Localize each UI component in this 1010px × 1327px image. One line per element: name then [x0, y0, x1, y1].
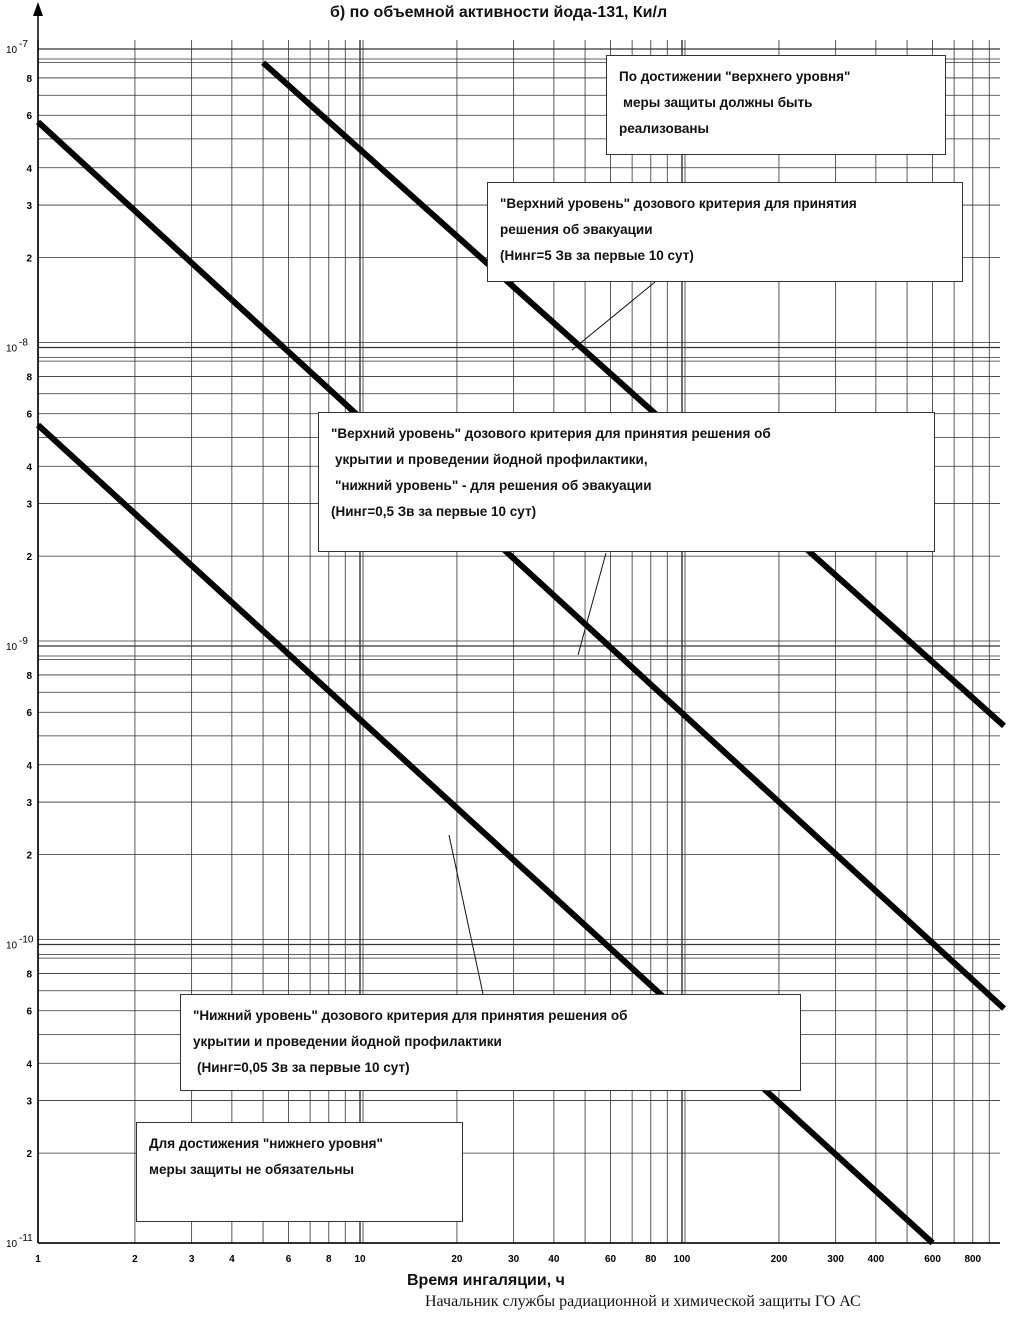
- y-tick-label: 6: [26, 708, 32, 720]
- annotation-line: Для достижения "нижнего уровня": [149, 1136, 383, 1151]
- y-decade-label: 10: [6, 343, 18, 355]
- x-tick-label: 100: [673, 1254, 691, 1265]
- y-tick-label: 6: [26, 409, 32, 421]
- y-tick-label: 8: [26, 73, 32, 85]
- y-tick-label: 8: [26, 670, 32, 682]
- y-tick-label: 3: [26, 201, 32, 213]
- y-tick-label: 2: [26, 253, 32, 265]
- y-tick-label: 3: [26, 798, 32, 810]
- y-tick-label: 2: [26, 1149, 32, 1161]
- x-tick-label: 600: [924, 1254, 941, 1265]
- annotation-box-lower-level-shelter: [180, 994, 801, 1091]
- annotation-box-lower-not-required: [136, 1122, 463, 1222]
- annotation-box-upper-level-evacuation: [487, 182, 963, 282]
- x-tick-label: 40: [548, 1254, 560, 1265]
- x-tick-label: 2: [132, 1254, 138, 1265]
- series-line: [263, 63, 1004, 726]
- x-tick-label: 300: [827, 1254, 844, 1265]
- y-axis-arrow: [33, 2, 43, 16]
- leader-line-box2: [572, 282, 655, 350]
- annotation-line: "Верхний уровень" дозового критерия для принятия: [500, 196, 857, 211]
- x-tick-label: 10: [354, 1254, 366, 1265]
- x-tick-label: 3: [188, 1254, 195, 1265]
- annotation-line: укрытии и проведении йодной профилактики: [193, 1034, 502, 1049]
- annotation-box-upper-measures: [606, 55, 946, 155]
- annotation-line: решения об эвакуации: [500, 222, 653, 237]
- y-tick-label: 8: [26, 969, 32, 981]
- footer-signature: Начальник службы радиационной и химической защиты ГО АС: [425, 1293, 861, 1310]
- annotation-line: По достижении "верхнего уровня": [619, 69, 851, 84]
- y-tick-label: 4: [26, 462, 32, 474]
- annotation-line: "нижний уровень" - для решения об эвакуации: [335, 478, 652, 493]
- y-decade-exponent: -11: [19, 1233, 33, 1244]
- y-tick-label: 3: [26, 1096, 32, 1108]
- y-decade-label: 10: [6, 642, 18, 653]
- annotation-line: (Нинг=5 Зв за первые 10 сут): [500, 248, 694, 263]
- x-tick-label: 200: [770, 1254, 788, 1265]
- annotation-line: (Нинг=0,5 Зв за первые 10 сут): [331, 504, 537, 519]
- y-tick-label: 3: [26, 499, 32, 511]
- annotation-line: "Верхний уровень" дозового критерия для принятия решения об: [331, 426, 771, 441]
- y-decade-label: 10: [6, 45, 18, 56]
- x-tick-label: 80: [645, 1254, 657, 1265]
- x-tick-label: 30: [508, 1254, 520, 1265]
- y-decade-label: 10: [6, 940, 18, 952]
- y-tick-label: 6: [26, 1006, 32, 1018]
- x-tick-label: 60: [605, 1254, 617, 1265]
- y-decade-exponent: -9: [19, 636, 28, 647]
- annotation-line: укрытии и проведении йодной профилактики,: [335, 452, 648, 467]
- x-tick-label: 4: [229, 1254, 235, 1265]
- x-tick-label: 400: [867, 1254, 885, 1265]
- x-tick-label: 20: [451, 1254, 463, 1265]
- x-tick-label: 6: [285, 1254, 292, 1265]
- y-tick-label: 4: [26, 1059, 32, 1071]
- x-tick-label: 1: [35, 1254, 41, 1265]
- y-tick-label: 2: [26, 850, 32, 862]
- annotation-line: меры защиты не обязательны: [149, 1162, 355, 1177]
- x-tick-label: 800: [964, 1254, 982, 1265]
- y-tick-label: 2: [26, 552, 32, 564]
- y-tick-label: 6: [26, 111, 32, 123]
- annotation-line: реализованы: [619, 121, 710, 136]
- annotation-box-shelter-upper-evacuation-lower: [318, 412, 935, 552]
- y-tick-label: 4: [26, 163, 32, 175]
- y-tick-label: 4: [26, 760, 32, 772]
- y-decade-exponent: -10: [19, 934, 34, 946]
- y-tick-label: 8: [26, 372, 32, 384]
- chart-title: б) по объемной активности йода-131, Ки/л: [330, 4, 668, 21]
- x-axis-label: Время ингаляции, ч: [407, 1272, 565, 1289]
- annotation-line: "Нижний уровень" дозового критерия для принятия решения об: [193, 1008, 628, 1023]
- x-tick-label: 8: [326, 1254, 332, 1265]
- leader-line-box4: [449, 835, 483, 994]
- annotation-line: меры защиты должны быть: [623, 95, 813, 110]
- y-decade-exponent: -7: [19, 39, 28, 50]
- annotation-line: (Нинг=0,05 Зв за первые 10 сут): [197, 1060, 410, 1075]
- y-decade-label: 10: [6, 1239, 18, 1250]
- y-decade-exponent: -8: [19, 337, 28, 349]
